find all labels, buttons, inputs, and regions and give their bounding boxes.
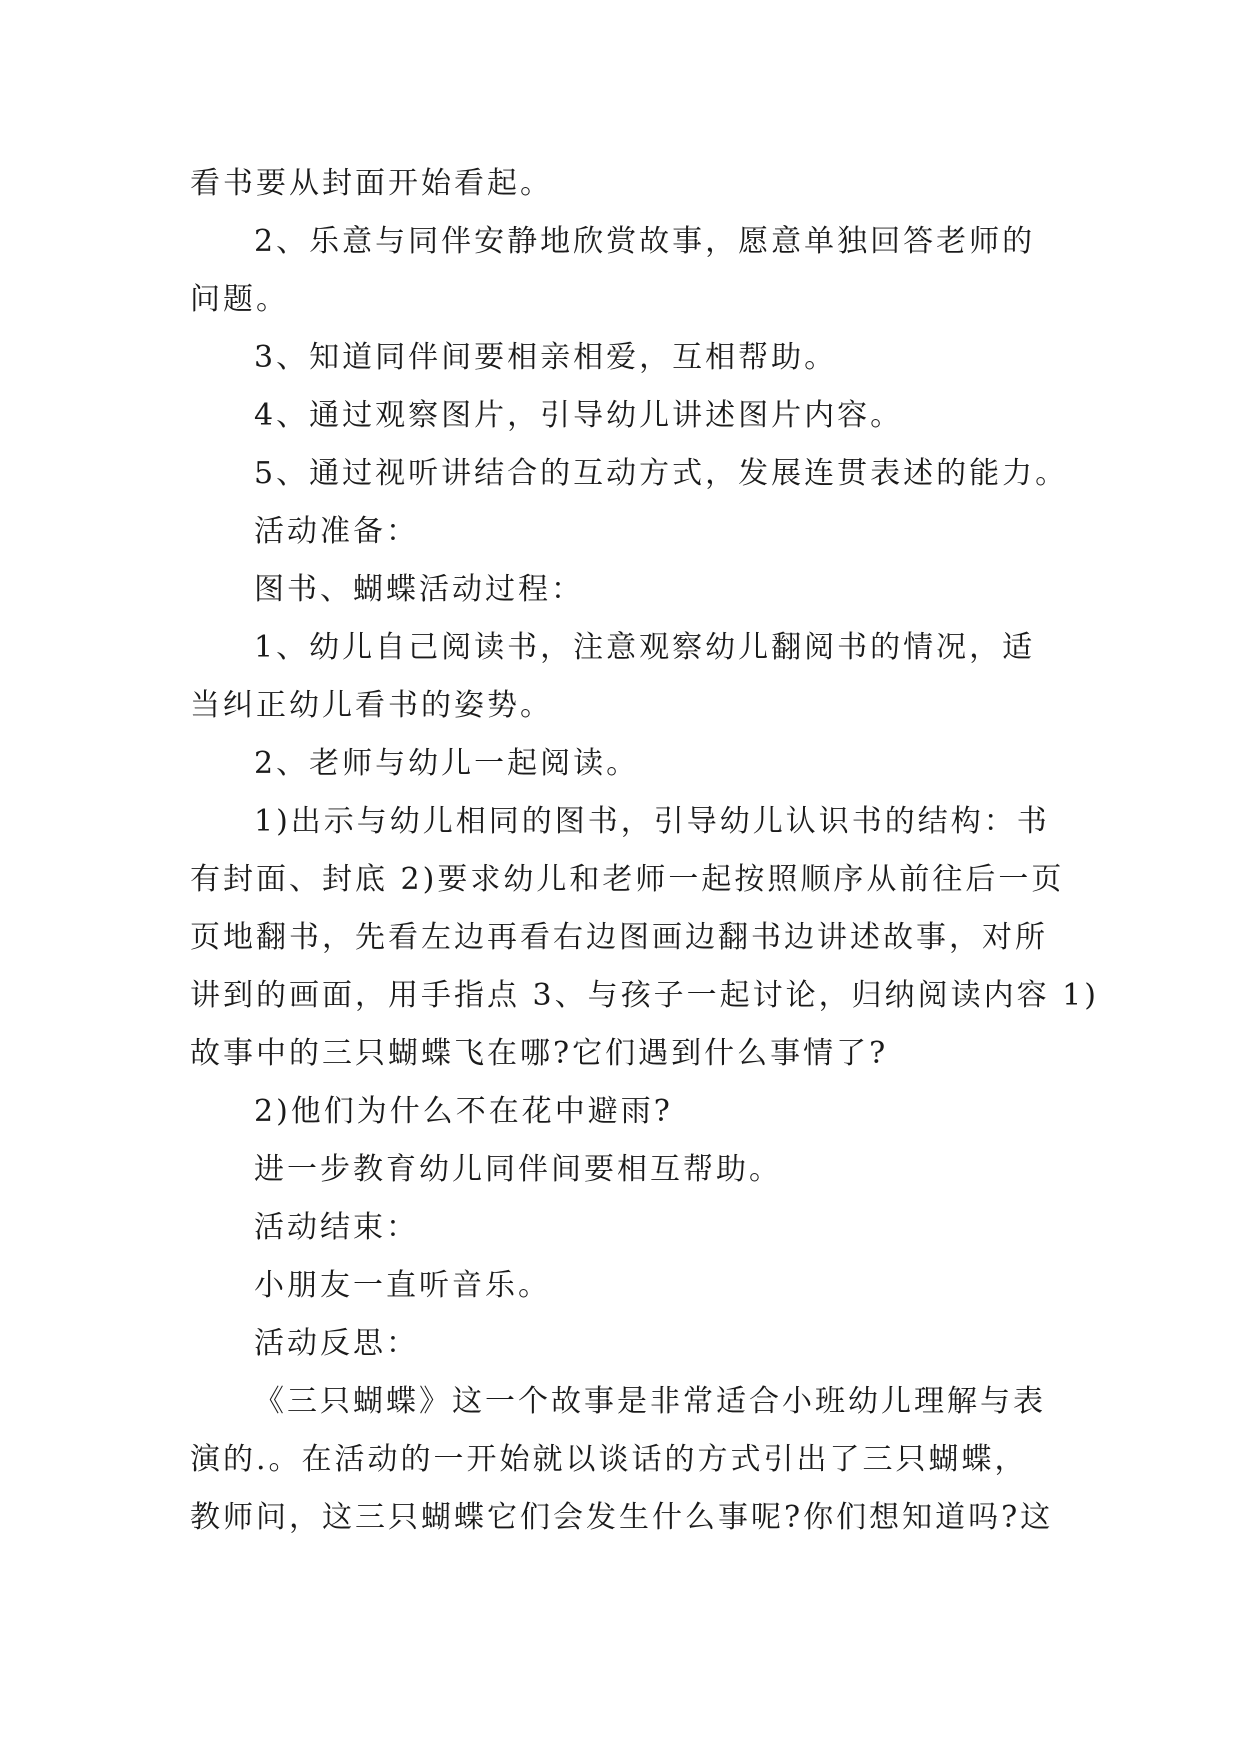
text-line: 5、通过视听讲结合的互动方式，发展连贯表述的能力。 — [254, 456, 1069, 491]
text-line: 问题。 — [190, 282, 289, 317]
text-line: 页地翻书，先看左边再看右边图画边翻书边讲述故事，对所 — [190, 920, 1048, 955]
text-line: 《三只蝴蝶》这一个故事是非常适合小班幼儿理解与表 — [254, 1384, 1046, 1419]
text-line: 看书要从封面开始看起。 — [190, 166, 553, 201]
section-heading: 活动结束： — [254, 1210, 419, 1245]
document-body — [190, 155, 1099, 1547]
text-line: 讲到的画面，用手指点 3、与孩子一起讨论，归纳阅读内容 1) — [190, 978, 1099, 1013]
text-line: 小朋友一直听音乐。 — [254, 1268, 551, 1303]
text-line: 教师问，这三只蝴蝶它们会发生什么事呢?你们想知道吗?这 — [190, 1500, 1054, 1535]
text-line: 2)他们为什么不在花中避雨? — [254, 1094, 673, 1129]
text-line: 图书、蝴蝶活动过程： — [254, 572, 584, 607]
text-line: 3、知道同伴间要相亲相爱，互相帮助。 — [254, 340, 838, 375]
text-line: 故事中的三只蝴蝶飞在哪?它们遇到什么事情了? — [190, 1036, 889, 1071]
section-heading: 活动反思： — [254, 1326, 419, 1361]
text-line: 有封面、封底 2)要求幼儿和老师一起按照顺序从前往后一页 — [190, 862, 1065, 897]
section-heading: 活动准备： — [254, 514, 419, 549]
text-line: 2、老师与幼儿一起阅读。 — [254, 746, 640, 781]
text-line: 4、通过观察图片，引导幼儿讲述图片内容。 — [254, 398, 904, 433]
text-line: 进一步教育幼儿同伴间要相互帮助。 — [254, 1152, 782, 1187]
text-line: 当纠正幼儿看书的姿势。 — [190, 688, 553, 723]
text-line: 1、幼儿自己阅读书，注意观察幼儿翻阅书的情况，适 — [254, 630, 1036, 665]
text-line: 演的.。在活动的一开始就以谈话的方式引出了三只蝴蝶， — [190, 1442, 1028, 1477]
text-line: 1)出示与幼儿相同的图书，引导幼儿认识书的结构：书 — [254, 804, 1050, 839]
text-line: 2、乐意与同伴安静地欣赏故事，愿意单独回答老师的 — [254, 224, 1036, 259]
